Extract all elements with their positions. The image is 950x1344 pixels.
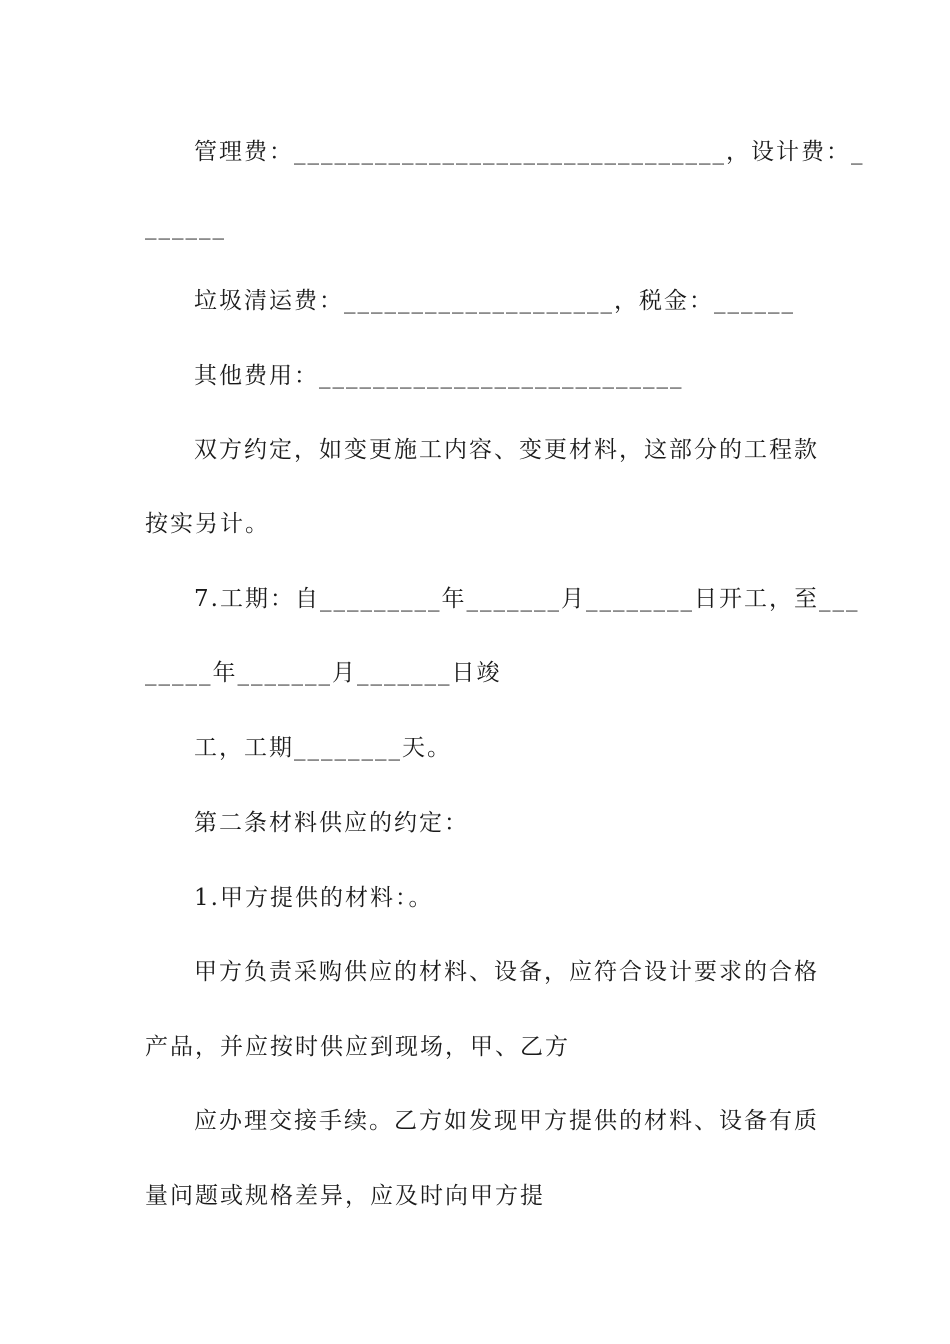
schedule-clause-line1: 7.工期：自_________年_______月________日开工，至___	[194, 586, 860, 612]
party-a-materials-heading: 1.甲方提供的材料：。	[194, 885, 434, 911]
handover-paragraph-line1: 应办理交接手续。乙方如发现甲方提供的材料、设备有质	[194, 1108, 819, 1134]
change-agreement-paragraph-line2: 按实另计。	[145, 511, 270, 537]
schedule-clause-line2: _____年_______月_______日竣	[145, 660, 502, 686]
change-agreement-paragraph-line1: 双方约定，如变更施工内容、变更材料，这部分的工程款	[194, 437, 819, 463]
fee-design-continuation-line: ______	[145, 214, 226, 240]
schedule-clause-line3: 工，工期________天。	[194, 735, 452, 761]
fee-garbage-tax-line: 垃圾清运费：____________________，税金：______	[194, 288, 795, 314]
fee-other-line: 其他费用：___________________________	[194, 363, 684, 389]
procurement-paragraph-line2: 产品，并应按时供应到现场，甲、乙方	[145, 1034, 570, 1060]
procurement-paragraph-line1: 甲方负责采购供应的材料、设备，应符合设计要求的合格	[194, 959, 819, 985]
fee-management-design-line: 管理费：________________________________，设计费：_	[194, 139, 865, 165]
article-two-heading: 第二条材料供应的约定：	[194, 810, 469, 836]
handover-paragraph-line2: 量问题或规格差异，应及时向甲方提	[145, 1183, 545, 1209]
